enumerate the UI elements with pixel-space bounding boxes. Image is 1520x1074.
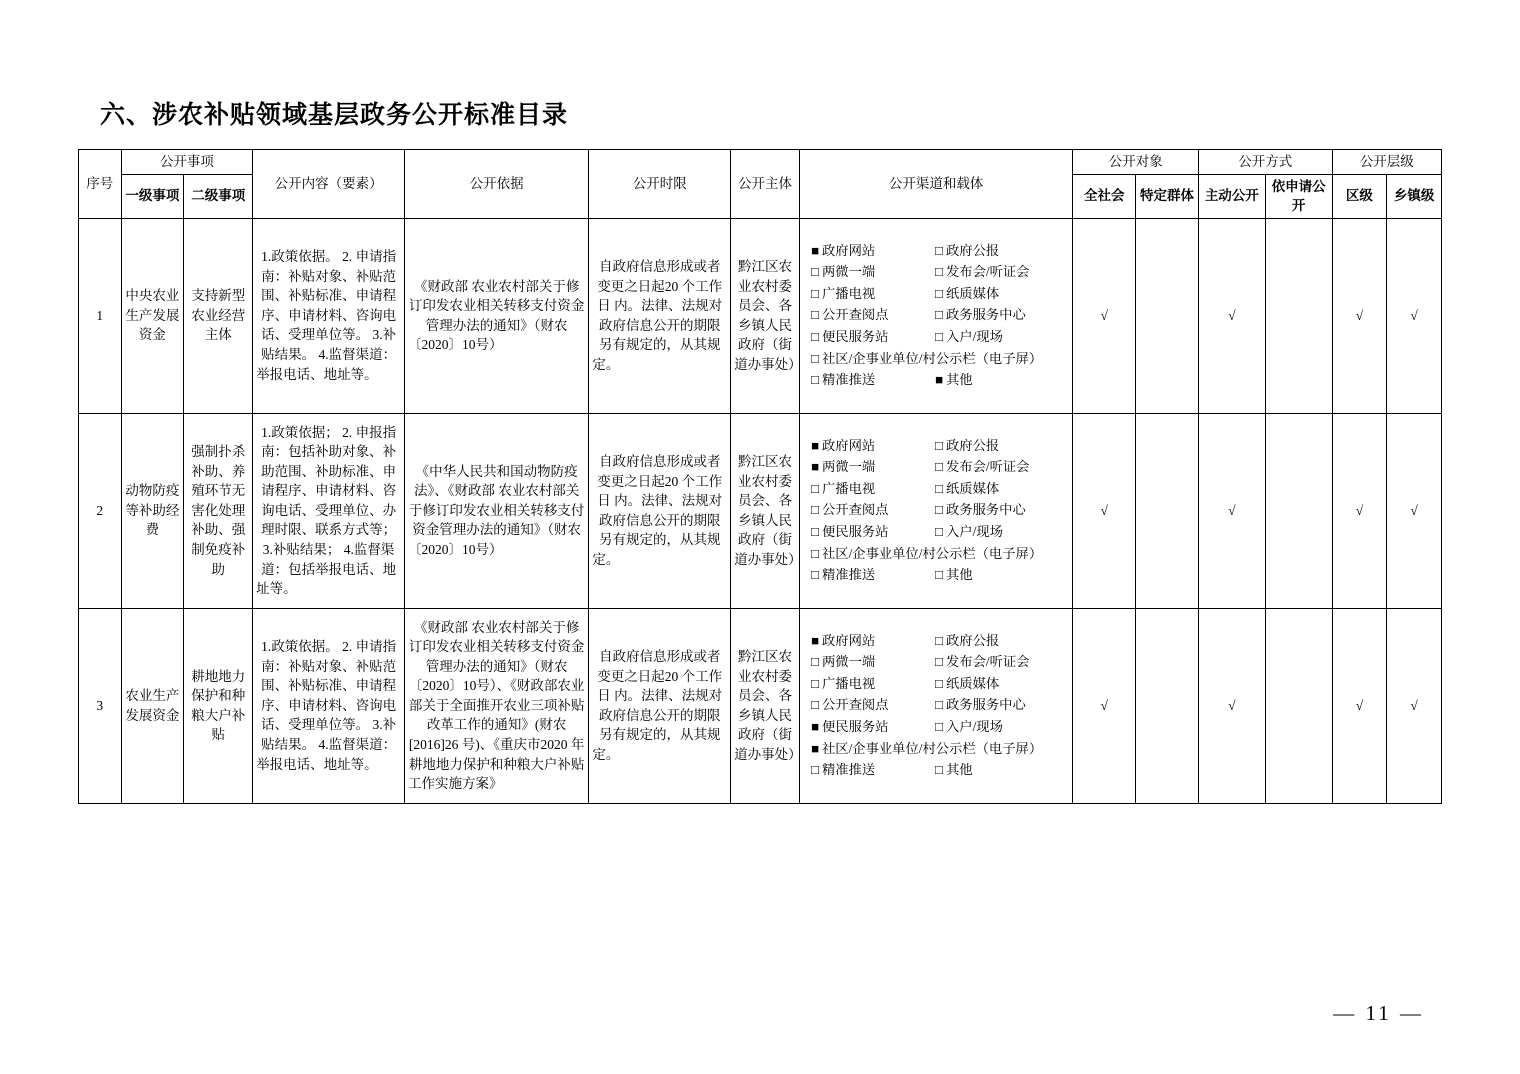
row-level-district: √ — [1332, 413, 1387, 608]
channel-service-center[interactable]: □ 政务服务中心 — [935, 500, 1063, 521]
channel-other[interactable]: ■ 其他 — [935, 370, 1063, 391]
channel-convenience-station[interactable]: ■ 便民服务站 — [811, 717, 929, 738]
header-matter-level1: 一级事项 — [121, 174, 184, 218]
row-audience-specific — [1136, 218, 1199, 413]
row-audience-specific — [1136, 608, 1199, 803]
header-audience-all: 全社会 — [1073, 174, 1136, 218]
row-seq: 2 — [79, 413, 122, 608]
row-channels — [799, 218, 1072, 413]
channel-broadcast-tv[interactable]: □ 广播电视 — [811, 479, 929, 500]
row-level-town: √ — [1387, 413, 1442, 608]
channel-public-reading[interactable]: □ 公开查阅点 — [811, 695, 929, 716]
header-deadline: 公开时限 — [589, 150, 731, 219]
channel-press-conference[interactable]: □ 发布会/听证会 — [935, 262, 1063, 283]
row-subject: 黔江区农业农村委员会、各乡镇人民政府（街道办事处） — [731, 218, 800, 413]
header-seq: 序号 — [79, 150, 122, 219]
row-method-request — [1265, 218, 1332, 413]
row-level-district: √ — [1332, 218, 1387, 413]
row-method-active: √ — [1198, 608, 1265, 803]
channel-two-wei-one-end[interactable]: □ 两微一端 — [811, 262, 929, 283]
row-basis: 《中华人民共和国动物防疫法》、《财政部 农业农村部关于修订印发农业相关转移支付资金管理办法的通知》（财农〔2020〕10号） — [405, 413, 589, 608]
channel-other[interactable]: □ 其他 — [935, 760, 1063, 781]
row-subject: 黔江区农业农村委员会、各乡镇人民政府（街道办事处） — [731, 608, 800, 803]
page-title: 六、涉农补贴领域基层政务公开标准目录 — [100, 102, 569, 129]
header-method-group: 公开方式 — [1198, 150, 1332, 175]
row-content: 1.政策依据。 2. 申请指南：补贴对象、补贴范围、补贴标准、申请程序、申请材料、咨询电话、受理单位等。 3.补贴结果。 4.监督渠道：举报电话、地址等。 — [253, 218, 405, 413]
header-method-active: 主动公开 — [1198, 174, 1265, 218]
header-subject: 公开主体 — [731, 150, 800, 219]
row-method-active: √ — [1198, 413, 1265, 608]
row-channels — [799, 608, 1072, 803]
channel-door-to-door[interactable]: □ 入户/现场 — [935, 327, 1063, 348]
channel-convenience-station[interactable]: □ 便民服务站 — [811, 522, 929, 543]
channel-press-conference[interactable]: □ 发布会/听证会 — [935, 457, 1063, 478]
channel-gov-website[interactable]: ■ 政府网站 — [811, 436, 929, 457]
header-content: 公开内容（要素） — [253, 150, 405, 219]
header-audience-specific: 特定群体 — [1136, 174, 1199, 218]
row-content: 1.政策依据。 2. 申请指南：补贴对象、补贴范围、补贴标准、申请程序、申请材料、咨询电话、受理单位等。 3.补贴结果。 4.监督渠道：举报电话、地址等。 — [253, 608, 405, 803]
header-channel: 公开渠道和载体 — [799, 150, 1072, 219]
table-row — [79, 413, 1442, 608]
header-level-district: 区级 — [1332, 174, 1387, 218]
header-matter-level2: 二级事项 — [184, 174, 253, 218]
row-method-active: √ — [1198, 218, 1265, 413]
channel-press-conference[interactable]: □ 发布会/听证会 — [935, 652, 1063, 673]
row-channels — [799, 413, 1072, 608]
row-basis: 《财政部 农业农村部关于修订印发农业相关转移支付资金管理办法的通知》（财农〔2020〕10号）、《财政部农业部关于全面推开农业三项补贴改革工作的通知》(财农[2016]26 号)、《重庆市2020 年耕地地力保护和种粮大户补贴工作实施方案》 — [405, 608, 589, 803]
row-seq: 1 — [79, 218, 122, 413]
channel-service-center[interactable]: □ 政务服务中心 — [935, 695, 1063, 716]
row-content: 1.政策依据； 2. 申报指南：包括补助对象、补助范围、补助标准、申请程序、申请材料、咨询电话、受理单位、办理时限、联系方式等； 3.补贴结果； 4.监督渠道：包括举报电话、地址等。 — [253, 413, 405, 608]
row-level-town: √ — [1387, 218, 1442, 413]
row-subject: 黔江区农业农村委员会、各乡镇人民政府（街道办事处） — [731, 413, 800, 608]
row-level1: 中央农业生产发展资金 — [121, 218, 184, 413]
channel-print-media[interactable]: □ 纸质媒体 — [935, 674, 1063, 695]
header-matter-group: 公开事项 — [121, 150, 253, 175]
row-deadline: 自政府信息形成或者变更之日起20 个工作 日 内。法律、法规对政府信息公开的期限另有规定的，从其规定。 — [589, 218, 731, 413]
channel-print-media[interactable]: □ 纸质媒体 — [935, 284, 1063, 305]
channel-public-reading[interactable]: □ 公开查阅点 — [811, 500, 929, 521]
row-level2: 强制扑杀补助、养殖环节无害化处理补助、强制免疫补助 — [184, 413, 253, 608]
row-audience-all: √ — [1073, 413, 1136, 608]
channel-door-to-door[interactable]: □ 入户/现场 — [935, 522, 1063, 543]
channel-broadcast-tv[interactable]: □ 广播电视 — [811, 674, 929, 695]
table-header-row-1 — [79, 150, 1442, 175]
channel-print-media[interactable]: □ 纸质媒体 — [935, 479, 1063, 500]
header-level-town: 乡镇级 — [1387, 174, 1442, 218]
disclosure-catalog-table — [78, 149, 1442, 804]
header-method-request: 依申请公开 — [1265, 174, 1332, 218]
row-level-district: √ — [1332, 608, 1387, 803]
row-audience-all: √ — [1073, 608, 1136, 803]
row-deadline: 自政府信息形成或者变更之日起20 个工作 日 内。法律、法规对政府信息公开的期限另有规定的，从其规定。 — [589, 413, 731, 608]
channel-convenience-station[interactable]: □ 便民服务站 — [811, 327, 929, 348]
table-row — [79, 218, 1442, 413]
channel-other[interactable]: □ 其他 — [935, 565, 1063, 586]
channel-door-to-door[interactable]: □ 入户/现场 — [935, 717, 1063, 738]
header-audience-group: 公开对象 — [1073, 150, 1199, 175]
header-level-group: 公开层级 — [1332, 150, 1441, 175]
channel-two-wei-one-end[interactable]: ■ 两微一端 — [811, 457, 929, 478]
row-audience-all: √ — [1073, 218, 1136, 413]
row-level1: 农业生产发展资金 — [121, 608, 184, 803]
channel-two-wei-one-end[interactable]: □ 两微一端 — [811, 652, 929, 673]
row-basis: 《财政部 农业农村部关于修订印发农业相关转移支付资金管理办法的通知》（财农〔2020〕10号） — [405, 218, 589, 413]
row-method-request — [1265, 413, 1332, 608]
channel-community-board[interactable]: □ 社区/企事业单位/村公示栏（电子屏） — [811, 349, 1063, 370]
row-audience-specific — [1136, 413, 1199, 608]
row-method-request — [1265, 608, 1332, 803]
channel-precise-push[interactable]: □ 精准推送 — [811, 370, 929, 391]
row-level2: 耕地地力保护和种粮大户补贴 — [184, 608, 253, 803]
channel-precise-push[interactable]: □ 精准推送 — [811, 565, 929, 586]
channel-broadcast-tv[interactable]: □ 广播电视 — [811, 284, 929, 305]
page-number: — 11 — — [1333, 1001, 1424, 1025]
table-body — [79, 218, 1442, 803]
channel-gov-website[interactable]: ■ 政府网站 — [811, 631, 929, 652]
channel-precise-push[interactable]: □ 精准推送 — [811, 760, 929, 781]
row-deadline: 自政府信息形成或者变更之日起20 个工作 日 内。法律、法规对政府信息公开的期限另有规定的，从其规定。 — [589, 608, 731, 803]
row-level2: 支持新型农业经营主体 — [184, 218, 253, 413]
row-level-town: √ — [1387, 608, 1442, 803]
header-basis: 公开依据 — [405, 150, 589, 219]
channel-gov-gazette[interactable]: □ 政府公报 — [935, 436, 1063, 457]
channel-gov-gazette[interactable]: □ 政府公报 — [935, 631, 1063, 652]
channel-public-reading[interactable]: □ 公开查阅点 — [811, 305, 929, 326]
table-row — [79, 608, 1442, 803]
channel-community-board[interactable]: □ 社区/企事业单位/村公示栏（电子屏） — [811, 544, 1063, 565]
channel-community-board[interactable]: ■ 社区/企事业单位/村公示栏（电子屏） — [811, 739, 1063, 760]
channel-service-center[interactable]: □ 政务服务中心 — [935, 305, 1063, 326]
channel-gov-gazette[interactable]: □ 政府公报 — [935, 241, 1063, 262]
row-level1: 动物防疫等补助经费 — [121, 413, 184, 608]
row-seq: 3 — [79, 608, 122, 803]
channel-gov-website[interactable]: ■ 政府网站 — [811, 241, 929, 262]
